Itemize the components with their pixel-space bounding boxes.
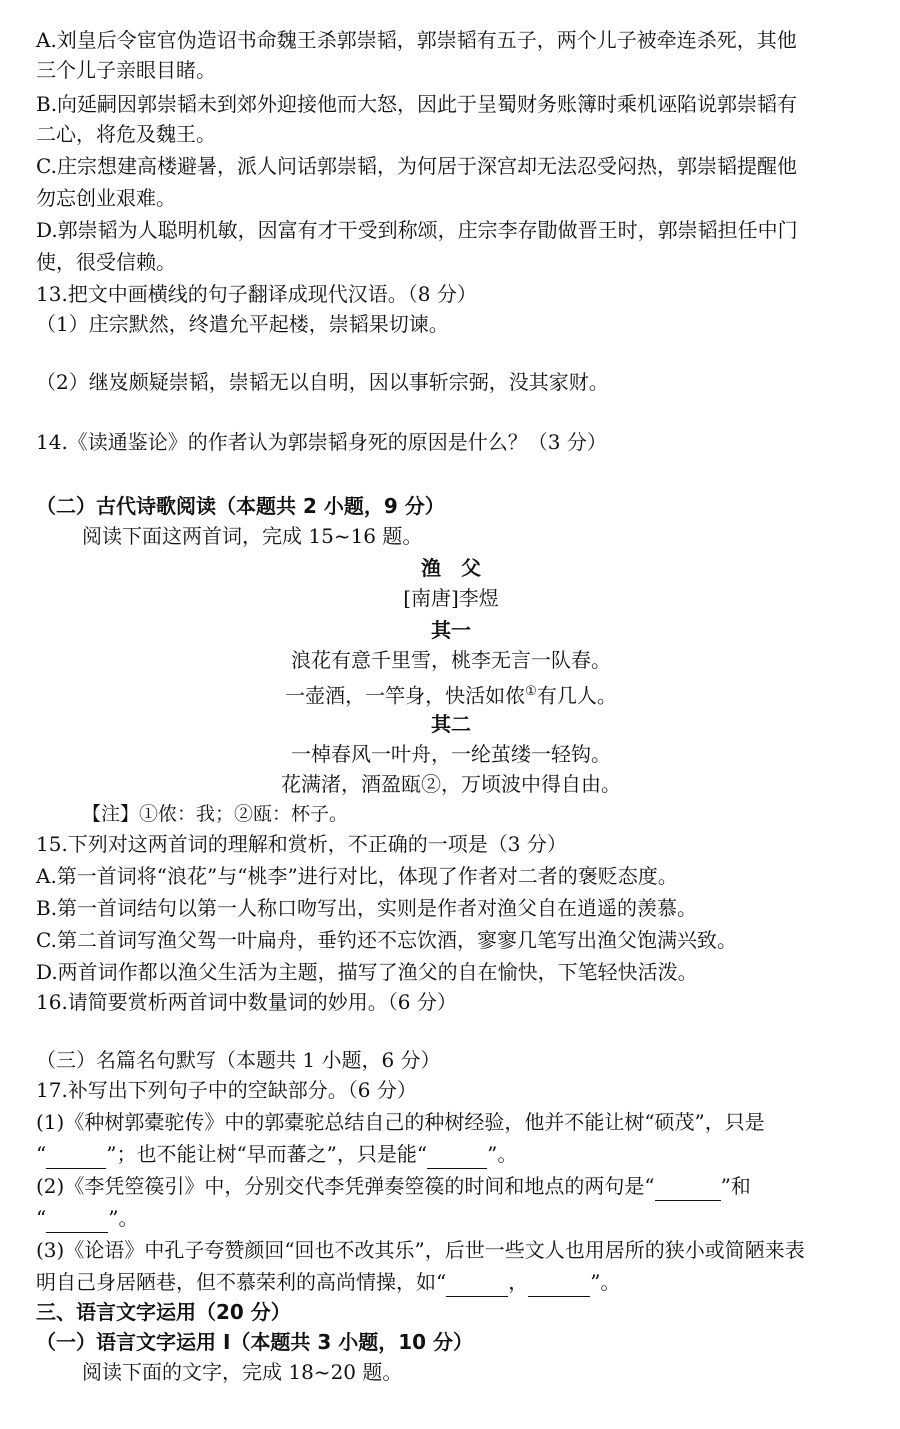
- q17-item-3-line-1: (3)《论语》中孔子夸赞颜回“回也不改其乐”，后世一些文人也用居所的狭小或简陋来表: [36, 1238, 805, 1262]
- q17-item-1-mid: ”；也不能让树“早而蕃之”，只是能“: [106, 1142, 428, 1166]
- blank-4[interactable]: [46, 1204, 108, 1233]
- q17-item-1-quote-open: “: [36, 1142, 47, 1166]
- q15-option-c: C.第二首词写渔父驾一叶扁舟，垂钓还不忘饮酒，寥寥几笔写出渔父饱满兴致。: [36, 928, 737, 952]
- q17-item-2-text: (2)《李凭箜篌引》中，分别交代李凭弹奏箜篌的时间和地点的两句是“: [36, 1174, 655, 1198]
- q17-item-2-quote-open: “: [36, 1206, 47, 1230]
- q17-item-2-quote-close: ”。: [108, 1206, 139, 1230]
- poem-title: 渔 父: [421, 556, 481, 580]
- q17-title: 17.补写出下列句子中的空缺部分。（6 分）: [36, 1078, 417, 1102]
- q17-item-3-quote-close: ”。: [590, 1270, 621, 1294]
- q17-item-2-line-2: [36, 1204, 138, 1233]
- poem-2-line-2: [36, 770, 866, 798]
- poem-1-line-2: [36, 678, 866, 710]
- blank-1[interactable]: [46, 1140, 106, 1169]
- q12-option-c-line1: C.庄宗想建高楼避暑，派人问话郭崇韬，为何居于深宫却无法忍受闷热，郭崇韬提醒他: [36, 154, 797, 178]
- q15-option-b: B.第一首词结句以第一人称口吻写出，实则是作者对渔父自在逍遥的羡慕。: [36, 896, 698, 920]
- q16-title: 16.请简要赏析两首词中数量词的妙用。（6 分）: [36, 990, 457, 1014]
- q17-item-1-line-2: [36, 1140, 517, 1169]
- poem-2-line-1: 一棹春风一叶舟，一纶茧缕一轻钩。: [291, 742, 611, 766]
- poem-1-line-1: 浪花有意千里雪，桃李无言一队春。: [291, 648, 611, 672]
- q17-item-2-and: ”和: [720, 1174, 751, 1198]
- q17-item-3-text: 明自己身居陋巷，但不慕荣利的高尚情操，如“: [36, 1270, 447, 1294]
- poem-2-line-2-text-b: ，万顷波中得自由。: [441, 772, 621, 796]
- q13-sentence-1: （1）庄宗默然，终遣允平起楼，崇韬果切谏。: [36, 312, 449, 336]
- blank-5[interactable]: [446, 1268, 508, 1297]
- q12-option-d-line2: 使，很受信赖。: [36, 250, 176, 274]
- poem-author: [南唐]李煜: [403, 586, 499, 610]
- q13-title: 13.把文中画横线的句子翻译成现代汉语。（8 分）: [36, 282, 477, 306]
- blank-2[interactable]: [427, 1140, 487, 1169]
- q12-option-b-line2: 二心，将危及魏王。: [36, 122, 216, 146]
- poem-1-line-2-text-a: 一壶酒，一竿身，快活如侬: [285, 683, 526, 708]
- poem-1-line-2-text-b: 有几人。: [536, 683, 617, 708]
- q13-sentence-2: （2）继岌颇疑崇韬，崇韬无以自明，因以事斩宗弼，没其家财。: [36, 370, 609, 394]
- q17-item-1-line-1: (1)《种树郭橐驼传》中的郭橐驼总结自己的种树经验，他并不能让树“硕茂”，只是: [36, 1110, 765, 1134]
- q12-option-d-line1: D.郭崇韬为人聪明机敏，因富有才干受到称颂，庄宗李存勖做晋王时，郭崇韬担任中门: [36, 218, 798, 242]
- section-3-sub-heading: （一）语言文字运用 I（本题共 3 小题，10 分）: [36, 1330, 474, 1354]
- poetry-section-heading: （二）古代诗歌阅读（本题共 2 小题，9 分）: [36, 494, 445, 518]
- section-3-intro: 阅读下面的文字，完成 18~20 题。: [82, 1360, 403, 1384]
- q15-option-a: A.第一首词将“浪花”与“桃李”进行对比，体现了作者对二者的褒贬态度。: [36, 864, 678, 888]
- poem-footnote: 【注】①侬：我；②瓯：杯子。: [82, 803, 349, 825]
- blank-6[interactable]: [528, 1268, 590, 1297]
- poem-2-line-2-text-a: 花满渚，酒盈瓯: [281, 772, 421, 796]
- q12-option-b-line1: B.向延嗣因郭崇韬未到郊外迎接他而大怒，因此于呈蜀财务账簿时乘机诬陷说郭崇韬有: [36, 92, 798, 116]
- recitation-section-heading: （三）名篇名句默写（本题共 1 小题，6 分）: [36, 1048, 441, 1072]
- q17-item-3-line-2: [36, 1268, 620, 1297]
- poem-1-subtitle: 其一: [431, 618, 471, 642]
- q15-option-d: D.两首词作都以渔父生活为主题，描写了渔父的自在愉快，下笔轻快活泼。: [36, 960, 698, 984]
- section-3-heading: 三、语言文字运用（20 分）: [36, 1300, 291, 1324]
- q17-item-2-line-1: [36, 1172, 751, 1201]
- q17-item-1-quote-close: ”。: [487, 1142, 518, 1166]
- q12-option-a-line1: A.刘皇后令宦官伪造诏书命魏王杀郭崇韬，郭崇韬有五子，两个儿子被牵连杀死，其他: [36, 28, 797, 52]
- q14-title: 14.《读通鉴论》的作者认为郭崇韬身死的原因是什么？（3 分）: [36, 430, 607, 454]
- q12-option-c-line2: 勿忘创业艰难。: [36, 186, 176, 210]
- poetry-intro: 阅读下面这两首词，完成 15~16 题。: [82, 524, 423, 548]
- poem-2-subtitle: 其二: [431, 712, 471, 736]
- blank-3[interactable]: [655, 1172, 721, 1201]
- q17-item-3-comma: ，: [508, 1270, 529, 1294]
- footnote-marker-2: ②: [421, 772, 441, 796]
- q15-title: 15.下列对这两首词的理解和赏析，不正确的一项是（3 分）: [36, 832, 567, 856]
- footnote-marker-1: ①: [525, 684, 537, 699]
- q12-option-a-line2: 三个儿子亲眼目睹。: [36, 58, 216, 82]
